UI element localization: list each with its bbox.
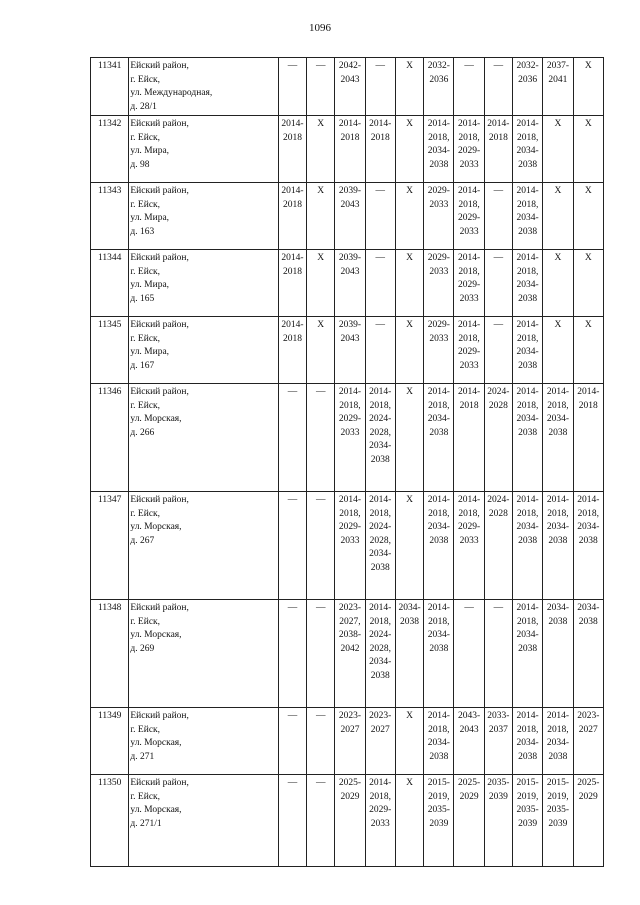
period-cell: X — [395, 116, 423, 183]
table-row — [91, 116, 604, 183]
period-cell: — — [454, 58, 484, 116]
address-cell — [129, 492, 278, 600]
period-cell: 2014- 2018, 2034- 2038 — [543, 492, 573, 600]
address-line: ул. Международная, — [130, 88, 213, 98]
address-line: Ейский район, — [130, 320, 189, 330]
period-cell: X — [573, 183, 603, 250]
period-cell: X — [573, 250, 603, 317]
period-cell: 2014- 2018, 2029- 2033 — [365, 775, 395, 867]
period-cell: — — [307, 708, 335, 775]
address-line: Ейский район, — [130, 778, 189, 788]
period-cell: 2025- 2029 — [573, 775, 603, 867]
period-cell: X — [307, 317, 335, 384]
period-cell: — — [278, 775, 306, 867]
period-cell: 2023- 2027, 2038- 2042 — [335, 600, 365, 708]
address-line: д. 267 — [130, 535, 155, 546]
period-cell: 2014- 2018 — [454, 384, 484, 492]
period-cell: — — [365, 183, 395, 250]
period-cell: 2014- 2018, 2034- 2038 — [513, 384, 543, 492]
period-cell: 2015- 2019, 2035- 2039 — [543, 775, 573, 867]
period-cell: X — [395, 317, 423, 384]
address-line: ул. Морская, — [130, 630, 182, 640]
period-cell: 2014- 2018 — [335, 116, 365, 183]
address-line: д. 271 — [130, 751, 155, 762]
period-cell: 2029- 2033 — [424, 317, 454, 384]
period-cell: 2023- 2027 — [573, 708, 603, 775]
period-cell: X — [395, 708, 423, 775]
period-cell: 2014- 2018, 2034- 2038 — [513, 708, 543, 775]
address-line: ул. Мира, — [130, 146, 170, 156]
address-line: г. Ейск, — [130, 266, 161, 277]
period-cell: 2024- 2028 — [484, 492, 512, 600]
period-cell: — — [307, 58, 335, 116]
row-number: 11348 — [91, 600, 129, 708]
period-cell: 2014- 2018, 2034- 2038 — [424, 116, 454, 183]
period-cell: — — [278, 708, 306, 775]
period-cell: 2014- 2018 — [573, 384, 603, 492]
period-cell: 2023- 2027 — [335, 708, 365, 775]
address-line: д. 269 — [130, 643, 155, 654]
period-cell: — — [365, 317, 395, 384]
period-cell: X — [543, 116, 573, 183]
address-line: г. Ейск, — [130, 199, 161, 210]
period-cell: 2034- 2038 — [543, 600, 573, 708]
period-cell: 2015- 2019, 2035- 2039 — [424, 775, 454, 867]
address-line: д. 165 — [130, 293, 155, 304]
period-cell: — — [307, 492, 335, 600]
address-line: ул. Морская, — [130, 414, 182, 424]
period-cell: 2014- 2018, 2034- 2038 — [543, 708, 573, 775]
period-cell: X — [307, 116, 335, 183]
period-cell: 2034- 2038 — [395, 600, 423, 708]
address-line: Ейский район, — [130, 387, 189, 397]
address-line: Ейский район, — [130, 119, 189, 129]
period-cell: — — [484, 183, 512, 250]
period-cell: X — [543, 250, 573, 317]
period-cell: X — [543, 317, 573, 384]
period-cell: X — [307, 183, 335, 250]
period-cell: 2025- 2029 — [335, 775, 365, 867]
period-cell: — — [365, 58, 395, 116]
address-line: г. Ейск, — [130, 508, 161, 519]
period-cell: 2014- 2018, 2034- 2038 — [513, 183, 543, 250]
period-cell: 2014- 2018, 2034- 2038 — [513, 250, 543, 317]
address-line: г. Ейск, — [130, 74, 161, 85]
address-cell — [129, 58, 278, 116]
table-row — [91, 600, 604, 708]
table-row — [91, 708, 604, 775]
period-cell: X — [573, 116, 603, 183]
address-cell — [129, 708, 278, 775]
period-cell: — — [307, 600, 335, 708]
period-cell: X — [395, 250, 423, 317]
period-cell: 2014- 2018, 2024- 2028, 2034- 2038 — [365, 600, 395, 708]
period-cell: 2014- 2018, 2034- 2038 — [573, 492, 603, 600]
address-line: д. 266 — [130, 427, 155, 438]
address-line: Ейский район, — [130, 61, 189, 71]
period-cell: 2014- 2018 — [484, 116, 512, 183]
period-cell: 2014- 2018, 2034- 2038 — [424, 708, 454, 775]
period-cell: 2032- 2036 — [424, 58, 454, 116]
address-line: д. 98 — [130, 159, 150, 170]
period-cell: X — [395, 58, 423, 116]
table-row — [91, 492, 604, 600]
row-number: 11341 — [91, 58, 129, 116]
period-cell: — — [484, 317, 512, 384]
period-cell: 2014- 2018, 2034- 2038 — [424, 492, 454, 600]
period-cell: X — [307, 250, 335, 317]
period-cell: 2035- 2039 — [484, 775, 512, 867]
address-cell — [129, 183, 278, 250]
period-cell: — — [484, 58, 512, 116]
address-cell — [129, 600, 278, 708]
address-line: Ейский район, — [130, 495, 189, 505]
address-line: ул. Мира, — [130, 280, 170, 290]
period-cell: 2014- 2018, 2034- 2038 — [513, 116, 543, 183]
address-line: ул. Мира, — [130, 347, 170, 357]
period-cell: — — [454, 600, 484, 708]
period-cell: 2015- 2019, 2035- 2039 — [513, 775, 543, 867]
address-line: г. Ейск, — [130, 616, 161, 627]
period-cell: X — [395, 384, 423, 492]
row-number: 11345 — [91, 317, 129, 384]
period-cell: — — [484, 250, 512, 317]
period-cell: 2014- 2018, 2034- 2038 — [513, 317, 543, 384]
period-cell: X — [395, 492, 423, 600]
address-line: г. Ейск, — [130, 132, 161, 143]
address-line: д. 167 — [130, 360, 155, 371]
schedule-table — [90, 57, 604, 867]
period-cell: 2029- 2033 — [424, 183, 454, 250]
period-cell: 2014- 2018 — [278, 183, 306, 250]
address-line: г. Ейск, — [130, 400, 161, 411]
address-line: ул. Мира, — [130, 213, 170, 223]
period-cell: X — [573, 58, 603, 116]
period-cell: 2039- 2043 — [335, 317, 365, 384]
period-cell: 2037- 2041 — [543, 58, 573, 116]
period-cell: 2014- 2018, 2029- 2033 — [454, 250, 484, 317]
row-number: 11347 — [91, 492, 129, 600]
period-cell: 2014- 2018 — [278, 317, 306, 384]
period-cell: — — [278, 384, 306, 492]
address-cell — [129, 116, 278, 183]
address-line: ул. Морская, — [130, 522, 182, 532]
address-line: д. 163 — [130, 226, 155, 237]
period-cell: X — [543, 183, 573, 250]
period-cell: 2014- 2018, 2029- 2033 — [454, 492, 484, 600]
address-line: г. Ейск, — [130, 333, 161, 344]
period-cell: — — [484, 600, 512, 708]
period-cell: 2014- 2018, 2034- 2038 — [424, 600, 454, 708]
period-cell: 2014- 2018, 2024- 2028, 2034- 2038 — [365, 492, 395, 600]
row-number: 11349 — [91, 708, 129, 775]
table-row — [91, 384, 604, 492]
address-cell — [129, 775, 278, 867]
period-cell: 2014- 2018, 2029- 2033 — [454, 317, 484, 384]
address-line: ул. Морская, — [130, 805, 182, 815]
period-cell: 2014- 2018, 2029- 2033 — [454, 116, 484, 183]
row-number: 11346 — [91, 384, 129, 492]
period-cell: — — [278, 600, 306, 708]
period-cell: — — [307, 775, 335, 867]
period-cell: 2014- 2018, 2029- 2033 — [335, 492, 365, 600]
period-cell: 2014- 2018, 2034- 2038 — [513, 492, 543, 600]
period-cell: 2014- 2018 — [365, 116, 395, 183]
period-cell: 2014- 2018, 2029- 2033 — [454, 183, 484, 250]
period-cell: 2033- 2037 — [484, 708, 512, 775]
period-cell: 2014- 2018, 2024- 2028, 2034- 2038 — [365, 384, 395, 492]
address-cell — [129, 384, 278, 492]
table-row — [91, 317, 604, 384]
period-cell: — — [278, 492, 306, 600]
period-cell: X — [395, 183, 423, 250]
row-number: 11342 — [91, 116, 129, 183]
period-cell: — — [278, 58, 306, 116]
period-cell: 2043- 2043 — [454, 708, 484, 775]
address-cell — [129, 250, 278, 317]
page-number: 1096 — [309, 22, 331, 34]
address-line: ул. Морская, — [130, 738, 182, 748]
address-line: Ейский район, — [130, 603, 189, 613]
period-cell: X — [395, 775, 423, 867]
period-cell: 2032- 2036 — [513, 58, 543, 116]
period-cell: 2034- 2038 — [573, 600, 603, 708]
address-line: г. Ейск, — [130, 791, 161, 802]
period-cell: 2024- 2028 — [484, 384, 512, 492]
row-number: 11343 — [91, 183, 129, 250]
period-cell: 2014- 2018 — [278, 116, 306, 183]
address-line: Ейский район, — [130, 186, 189, 196]
address-cell — [129, 317, 278, 384]
period-cell: 2039- 2043 — [335, 183, 365, 250]
table-row — [91, 250, 604, 317]
period-cell: 2029- 2033 — [424, 250, 454, 317]
row-number: 11350 — [91, 775, 129, 867]
address-line: д. 271/1 — [130, 818, 162, 829]
address-line: д. 28/1 — [130, 101, 157, 112]
period-cell: — — [307, 384, 335, 492]
period-cell: X — [573, 317, 603, 384]
address-line: Ейский район, — [130, 253, 189, 263]
period-cell: 2025- 2029 — [454, 775, 484, 867]
period-cell: — — [365, 250, 395, 317]
table-row — [91, 775, 604, 867]
period-cell: 2039- 2043 — [335, 250, 365, 317]
period-cell: 2014- 2018, 2034- 2038 — [424, 384, 454, 492]
table-row — [91, 183, 604, 250]
period-cell: 2014- 2018, 2034- 2038 — [513, 600, 543, 708]
period-cell: 2014- 2018, 2029- 2033 — [335, 384, 365, 492]
period-cell: 2014- 2018 — [278, 250, 306, 317]
address-line: Ейский район, — [130, 711, 189, 721]
row-number: 11344 — [91, 250, 129, 317]
period-cell: 2014- 2018, 2034- 2038 — [543, 384, 573, 492]
period-cell: 2042- 2043 — [335, 58, 365, 116]
period-cell: 2023- 2027 — [365, 708, 395, 775]
address-line: г. Ейск, — [130, 724, 161, 735]
table-row — [91, 58, 604, 116]
